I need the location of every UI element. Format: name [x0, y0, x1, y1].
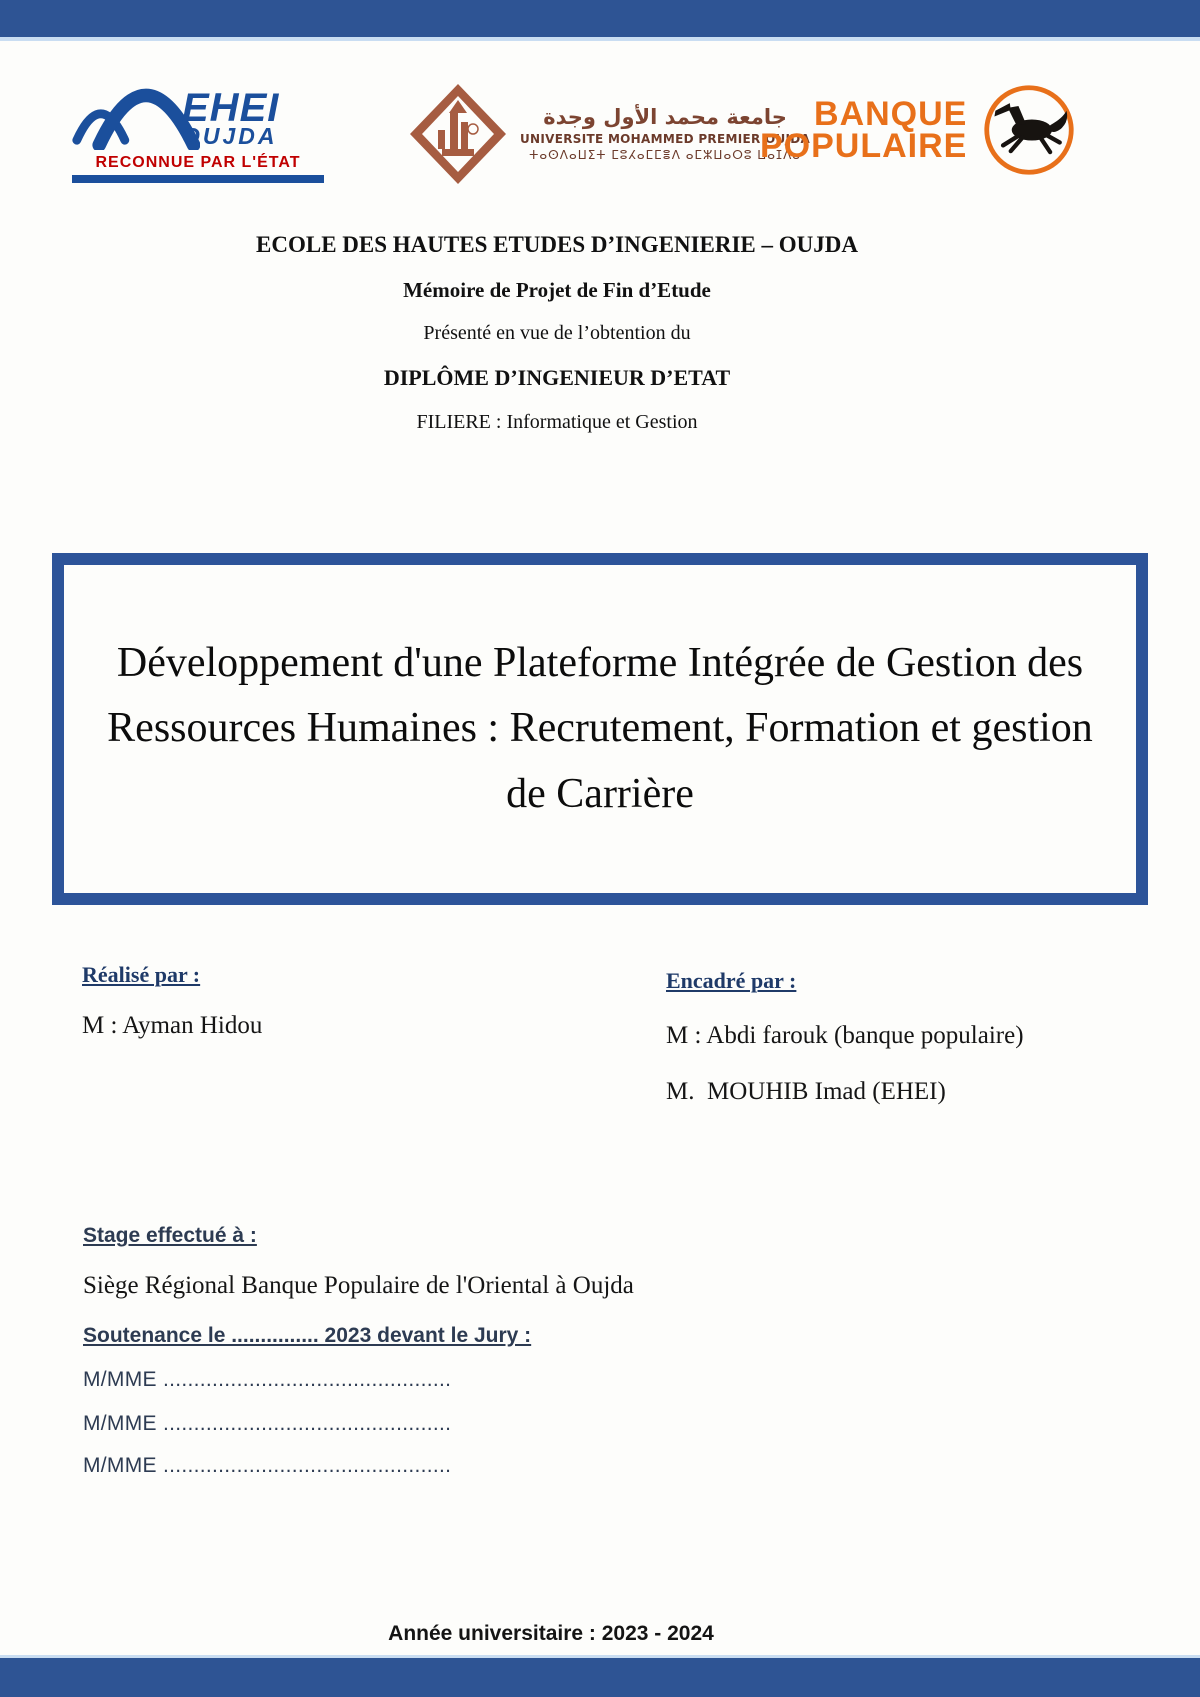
ehei-name-text: EHEI [182, 85, 280, 130]
supervisor-name-1: M : Abdi farouk (banque populaire) [666, 1022, 1024, 1049]
realise-par-label: Réalisé par : [82, 962, 201, 987]
soutenance-line: Soutenance le ............... 2023 devant le Jury : [83, 1324, 532, 1347]
banque-populaire-wordmark [760, 94, 968, 165]
ehei-underline-bar [72, 175, 324, 183]
stage-label: Stage effectué à : [83, 1224, 257, 1247]
ehei-wordmark [182, 85, 280, 150]
university-tifinagh-name: ⵜⴰⵙⴷⴰⵡⵉⵜ ⵎⵓⵃⴰⵎⵎⴻⴷ ⴰⵎⵣⵡⴰⵔⵓ ⵡⴰⵊⴷⴰ [529, 148, 802, 163]
presente-line: Présenté en vue de l’obtention du [423, 322, 691, 344]
memoire-line: Mémoire de Projet de Fin d’Etude [403, 278, 711, 302]
university-logo [408, 82, 810, 186]
university-latin-name: UNIVERSITE MOHAMMED PREMIER OUJDA [520, 132, 811, 147]
supervisor-name-2: M. MOUHIB Imad (EHEI) [666, 1078, 946, 1105]
bp-word-banque: BANQUE [814, 94, 968, 133]
stage-location: Siège Régional Banque Populaire de l'Oriental à Oujda [83, 1272, 634, 1299]
banque-populaire-logo [760, 82, 1077, 178]
university-emblem-icon [408, 82, 508, 186]
ehei-tagline: RECONNUE PAR L'ÉTAT [95, 154, 301, 171]
bottom-blue-bar [0, 1655, 1200, 1697]
school-name-line: ECOLE DES HAUTES ETUDES D’INGENIERIE – OUJDA [256, 232, 858, 257]
jury-line: M/MME ............................................... [83, 1454, 452, 1477]
jury-line: M/MME ............................................... [83, 1412, 452, 1435]
filiere-line: FILIERE : Informatique et Gestion [416, 411, 698, 433]
author-name: M : Ayman Hidou [82, 1012, 263, 1039]
university-arabic-name: جامعة محمد الأول وجدة [543, 104, 787, 129]
diplome-line: DIPLÔME D’INGENIEUR D’ETAT [383, 365, 731, 390]
encadre-par-label: Encadré par : [666, 968, 797, 993]
ehei-arch-icon [72, 72, 200, 150]
bp-word-populaire: POPULAIRE [760, 127, 968, 165]
ehei-city-text: OUJDA [182, 122, 278, 149]
project-title: Développement d'une Plateforme Intégrée de Gestion des Ressources Humaines : Recrutement, Formation et gestion de Carrière [107, 640, 1093, 817]
ehei-logo-top [72, 72, 324, 150]
top-blue-bar [0, 0, 1200, 41]
title-box [52, 553, 1148, 905]
academic-year-line: Année universitaire : 2023 - 2024 [388, 1622, 714, 1645]
jury-line: M/MME ............................................... [83, 1368, 452, 1391]
ehei-logo [72, 72, 324, 183]
horse-icon [981, 82, 1077, 178]
